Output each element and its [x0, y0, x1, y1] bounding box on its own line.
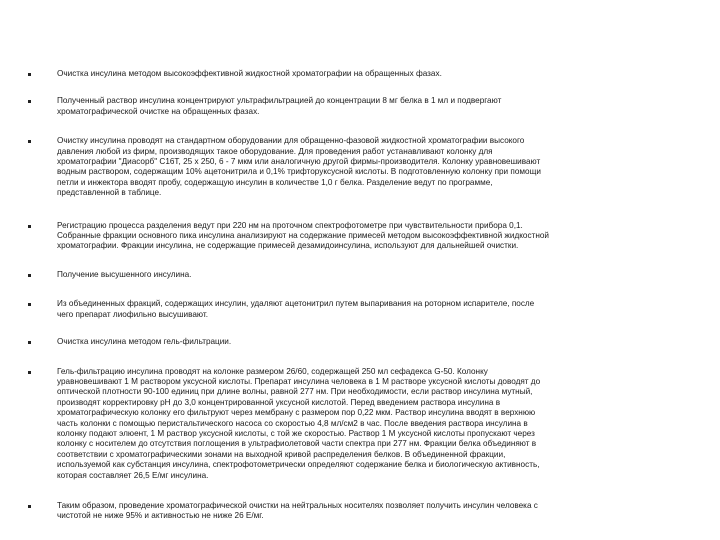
list-item — [28, 270, 668, 280]
list-item — [28, 136, 668, 198]
list-item-text: Из объединенных фракций, содержащих инсулин, удаляют ацетонитрил путем выпаривания на роторном испарителе, после чего препарат лиофильно высушивают. — [57, 299, 535, 319]
bullet-icon — [28, 73, 31, 76]
list-item — [28, 337, 668, 347]
list-item-text: Гель-фильтрацию инсулина проводят на колонке размером 26/60, содержащей 250 мл сефадекса G-50. Колонку уравновешивают 1 М раствором уксусной кислоты. Препарат инсулина человека в 1 М растворе уксусной кислоты доводят до оптической плотности 90-100 единиц при длине волны, равной 277 нм. При необходимости, если раствор инсулина мутный, производят корректировку pH до 3,0 концентрированной уксусной кислотой. Перед введением раствора инсулина в хроматографическую колонку его фильтруют через мембрану с размером пор 0,22 мкм. Раствор инсулина вводят в верхнюю часть колонки с помощью перистальтического насоса со скоростью 4,8 мл/см2 в час. После введения раствора инсулина в колонку подают элюент, 1 М раствор уксусной кислоты, с той же скоростью. Раствор 1 М уксусной кислоты пропускают через колонку с носителем до отсутствия поглощения в ультрафиолетовой части спектра при 277 нм. Фракции белка объединяют в соответствии с хроматографическими зонами на выходной кривой распределения белков. В объединенной фракции, используемой как субстанция инсулина, спектрофотометрически определяют содержание белка и биологическую активность, которая составляет 26,5 Е/мг инсулина. — [57, 366, 541, 480]
bullet-icon — [28, 341, 31, 344]
bullet-icon — [28, 140, 31, 143]
bullet-icon — [28, 303, 31, 306]
list-item — [28, 221, 668, 252]
list-item-text: Полученный раствор инсулина концентрируют ультрафильтрацией до концентрации 8 мг белка в 1 мл и подвергают хроматографической очистке на обращенных фазах. — [57, 96, 502, 116]
list-item-text: Очистку инсулина проводят на стандартном оборудовании для обращенно-фазовой жидкостной хроматографии высокого давления любой из фирм, производящих такое оборудование. Для проведения работ устанавливают колонку для хроматографии "Диасорб" C16T, 25 х 250, 6 - 7 мкм или аналогичную другой фирмы-производителя. Колонку уравновешивают водным раствором, содержащим 10% ацетонитрила и 0,1% трифторуксусной кислоты. В подготовленную колонку при помощи петли и инжектора вводят пробу, содержащую инсулин в количестве 1,0 г белка. Разделение ведут по программе, представленной в таблице. — [57, 136, 541, 198]
bullet-icon — [28, 371, 31, 374]
list-item-text: Таким образом, проведение хроматографической очистки на нейтральных носителях позволяет получить инсулин человека с чистотой не ниже 95% и активностью не ниже 26 Е/мг. — [57, 500, 538, 521]
bullet-icon — [28, 100, 31, 103]
bullet-icon — [28, 505, 31, 508]
bullet-icon — [28, 225, 31, 228]
list-item — [28, 69, 668, 79]
list-item-text: Очистка инсулина методом гель-фильтрации. — [57, 337, 232, 347]
bullet-list — [28, 64, 668, 522]
list-item-text: Получение высушенного инсулина. — [57, 269, 192, 279]
bullet-icon — [28, 274, 31, 277]
list-item — [28, 367, 668, 481]
list-item — [28, 501, 668, 522]
list-item-text: Очистка инсулина методом высокоэффективной жидкостной хроматографии на обращенных фазах. — [57, 69, 442, 78]
list-item — [28, 96, 668, 117]
list-item-text: Регистрацию процесса разделения ведут при 220 нм на проточном спектрофотометре при чувствительности прибора 0,1. Собранные фракции основного пика инсулина анализируют на содержание примесей методом высокоэффективной жидкостной хроматографии. Фракции инсулина, не содержащие примесей дезамидоинсулина, используют для дальнейшей очистки. — [57, 220, 549, 251]
list-item — [28, 299, 668, 320]
